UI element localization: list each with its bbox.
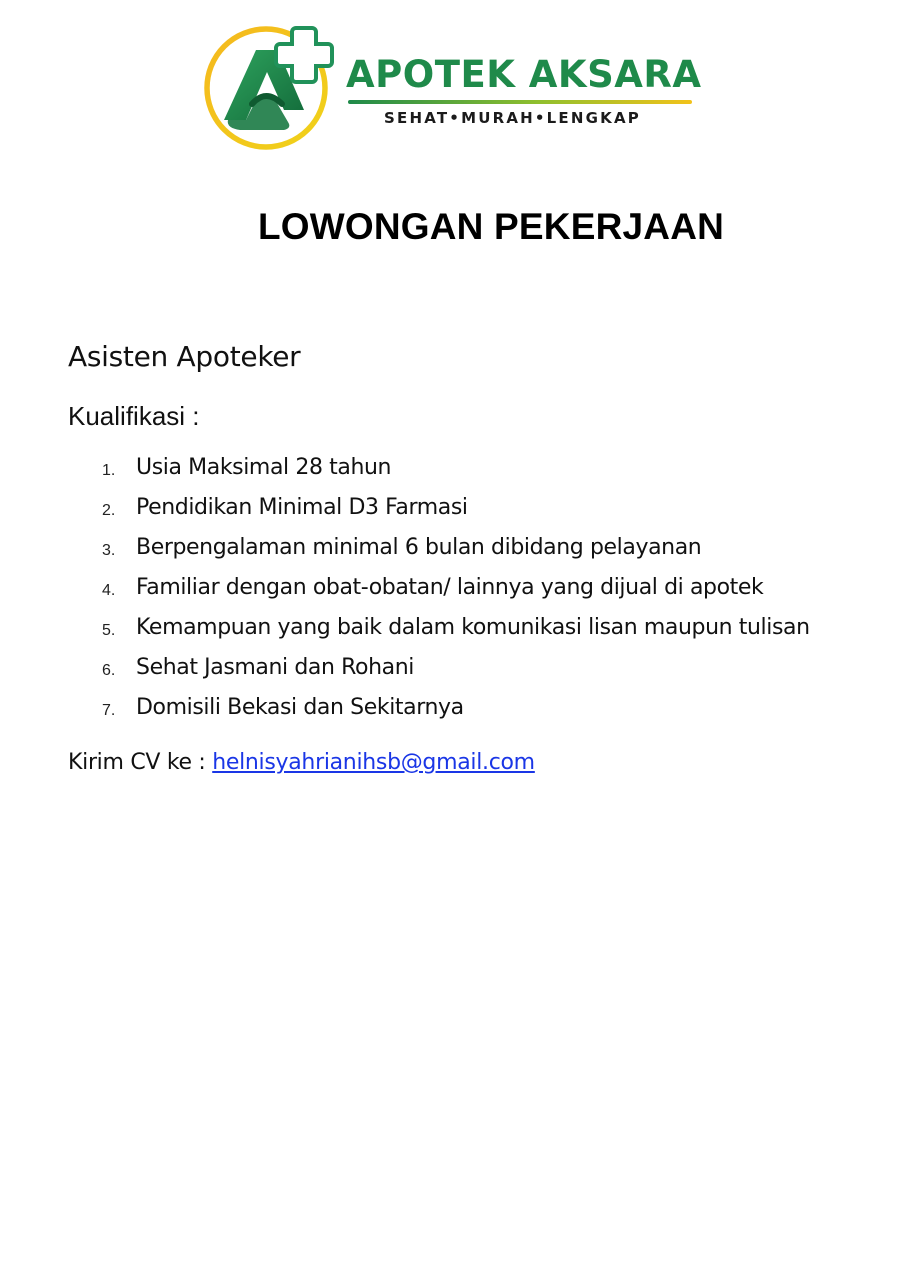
brand-tagline: SEHAT•MURAH•LENGKAP	[384, 109, 641, 127]
qualification-number: 3.	[102, 542, 116, 559]
qualification-number: 2.	[102, 502, 116, 519]
brand-underline	[348, 100, 692, 104]
qualification-text: Sehat Jasmani dan Rohani	[136, 655, 414, 680]
qualification-number: 4.	[102, 582, 116, 599]
contact-label: Kirim CV ke :	[68, 750, 213, 775]
qualification-text: Domisili Bekasi dan Sekitarnya	[136, 695, 464, 720]
qualification-number: 5.	[102, 622, 116, 639]
contact-line	[68, 750, 535, 775]
qualification-number: 6.	[102, 662, 116, 679]
brand-logo	[200, 22, 700, 152]
qualification-text: Usia Maksimal 28 tahun	[136, 455, 392, 480]
brand-name: APOTEK AKSARA	[346, 53, 702, 96]
job-title: Asisten Apoteker	[68, 340, 301, 373]
qualification-text: Familiar dengan obat-obatan/ lainnya yang dijual di apotek	[136, 575, 764, 600]
qualifications-heading: Kualifikasi :	[68, 401, 200, 431]
page-title: LOWONGAN PEKERJAAN	[257, 206, 725, 247]
qualification-text: Pendidikan Minimal D3 Farmasi	[136, 495, 468, 520]
qualification-number: 7.	[102, 702, 116, 719]
qualification-text: Berpengalaman minimal 6 bulan dibidang pelayanan	[136, 535, 702, 560]
contact-email-link[interactable]: helnisyahrianihsb@gmail.com	[212, 750, 535, 775]
qualification-text: Kemampuan yang baik dalam komunikasi lisan maupun tulisan	[136, 615, 810, 640]
apotek-aksara-logo-icon	[200, 22, 350, 152]
qualification-number: 1.	[102, 462, 116, 479]
